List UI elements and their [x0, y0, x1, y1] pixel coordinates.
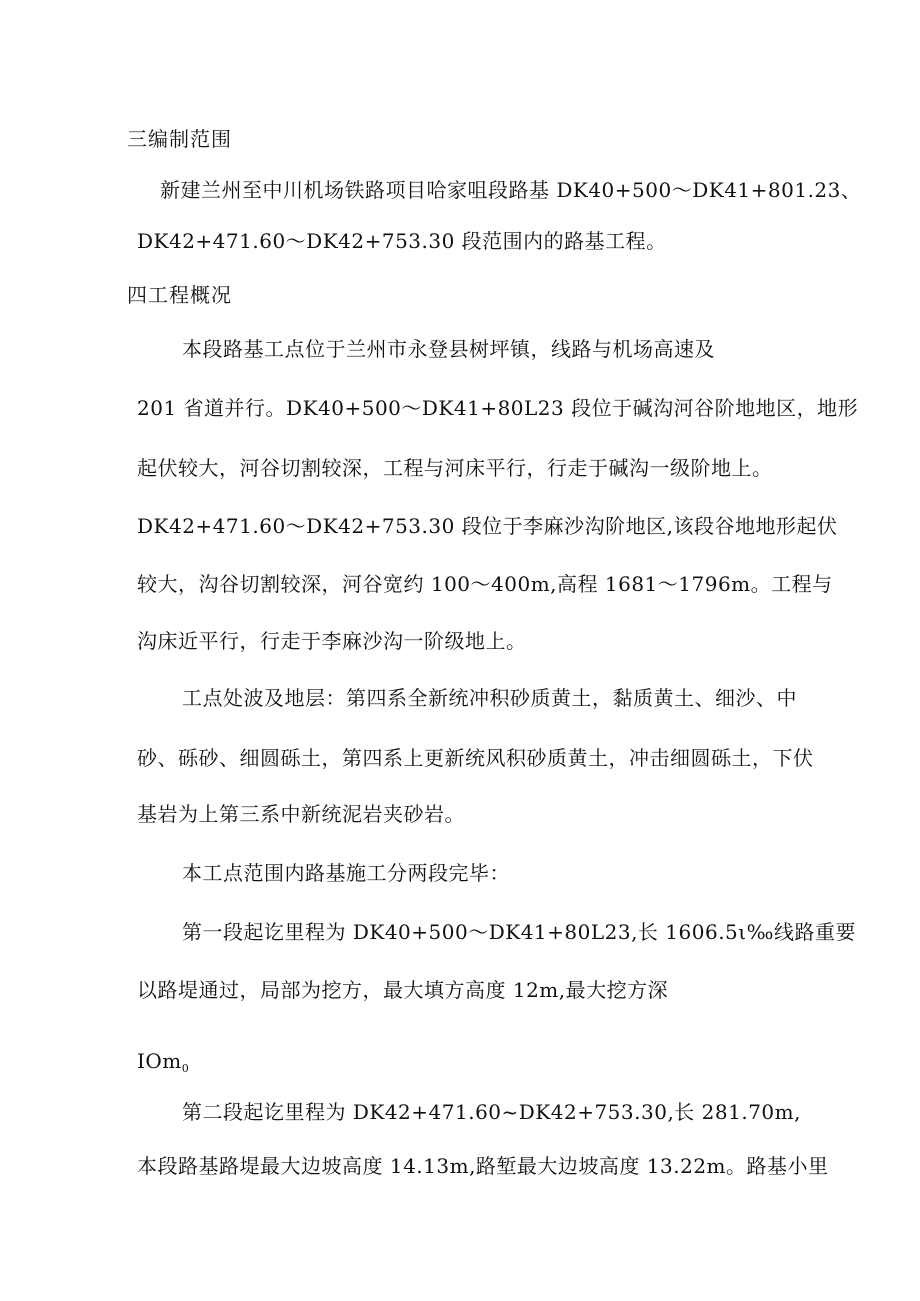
scope-line-2: DK42+471.60～DK42+753.30 段范围内的路基工程。: [137, 229, 667, 253]
overview-p5-line-1: 第二段起讫里程为 DK42+471.60~DK42+753.30,长 281.70m,: [182, 1100, 801, 1124]
overview-p4-line-2: 以路堤通过，局部为挖方，最大填方高度 12m,最大挖方深: [137, 978, 669, 1002]
overview-p3: 本工点范围内路基施工分两段完毕：: [182, 861, 510, 885]
overview-p1-line-5: 较大，沟谷切割较深，河谷宽约 100～400m,高程 1681～1796m。工程与: [137, 572, 833, 596]
overview-p1-line-4: DK42+471.60～DK42+753.30 段位于李麻沙沟阶地区,该段谷地地形起伏: [137, 514, 838, 538]
overview-p2-line-3: 基岩为上第三系中新统泥岩夹砂岩。: [137, 802, 465, 826]
section-heading-overview: 四工程概况: [127, 283, 232, 307]
overview-p1-line-2: 201 省道并行。DK40+500～DK41+80L23 段位于碱沟河谷阶地地区，地形: [137, 396, 859, 420]
overview-p5-line-2: 本段路基路堤最大边坡高度 14.13m,路堑最大边坡高度 13.22m。路基小里: [137, 1154, 829, 1178]
section-heading-scope: 三编制范围: [127, 127, 232, 151]
overview-p4-end-main: IOm: [137, 1049, 182, 1073]
overview-p4-end-sub: 0: [181, 1062, 189, 1075]
scope-line-1: 新建兰州至中川机场铁路项目哈家咀段路基 DK40+500～DK41+801.23、: [160, 178, 862, 202]
overview-p2-line-2: 砂、砾砂、细圆砾土，第四系上更新统风积砂质黄土，冲击细圆砾土，下伏: [137, 746, 814, 770]
overview-p1-line-6: 沟床近平行，行走于李麻沙沟一阶级地上。: [137, 629, 527, 653]
overview-p2-line-1: 工点处波及地层：第四系全新统冲积砂质黄土，黏质黄土、细沙、中: [182, 686, 797, 710]
overview-p1-line-3: 起伏较大，河谷切割较深，工程与河床平行，行走于碱沟一级阶地上。: [137, 456, 773, 480]
overview-p1-line-1: 本段路基工点位于兰州市永登县树坪镇，线路与机场高速及: [182, 337, 715, 361]
overview-p4-line-3: [137, 1049, 189, 1081]
overview-p4-line-1: 第一段起讫里程为 DK40+500～DK41+80L23,长 1606.5ι‰线路重要: [182, 920, 856, 944]
